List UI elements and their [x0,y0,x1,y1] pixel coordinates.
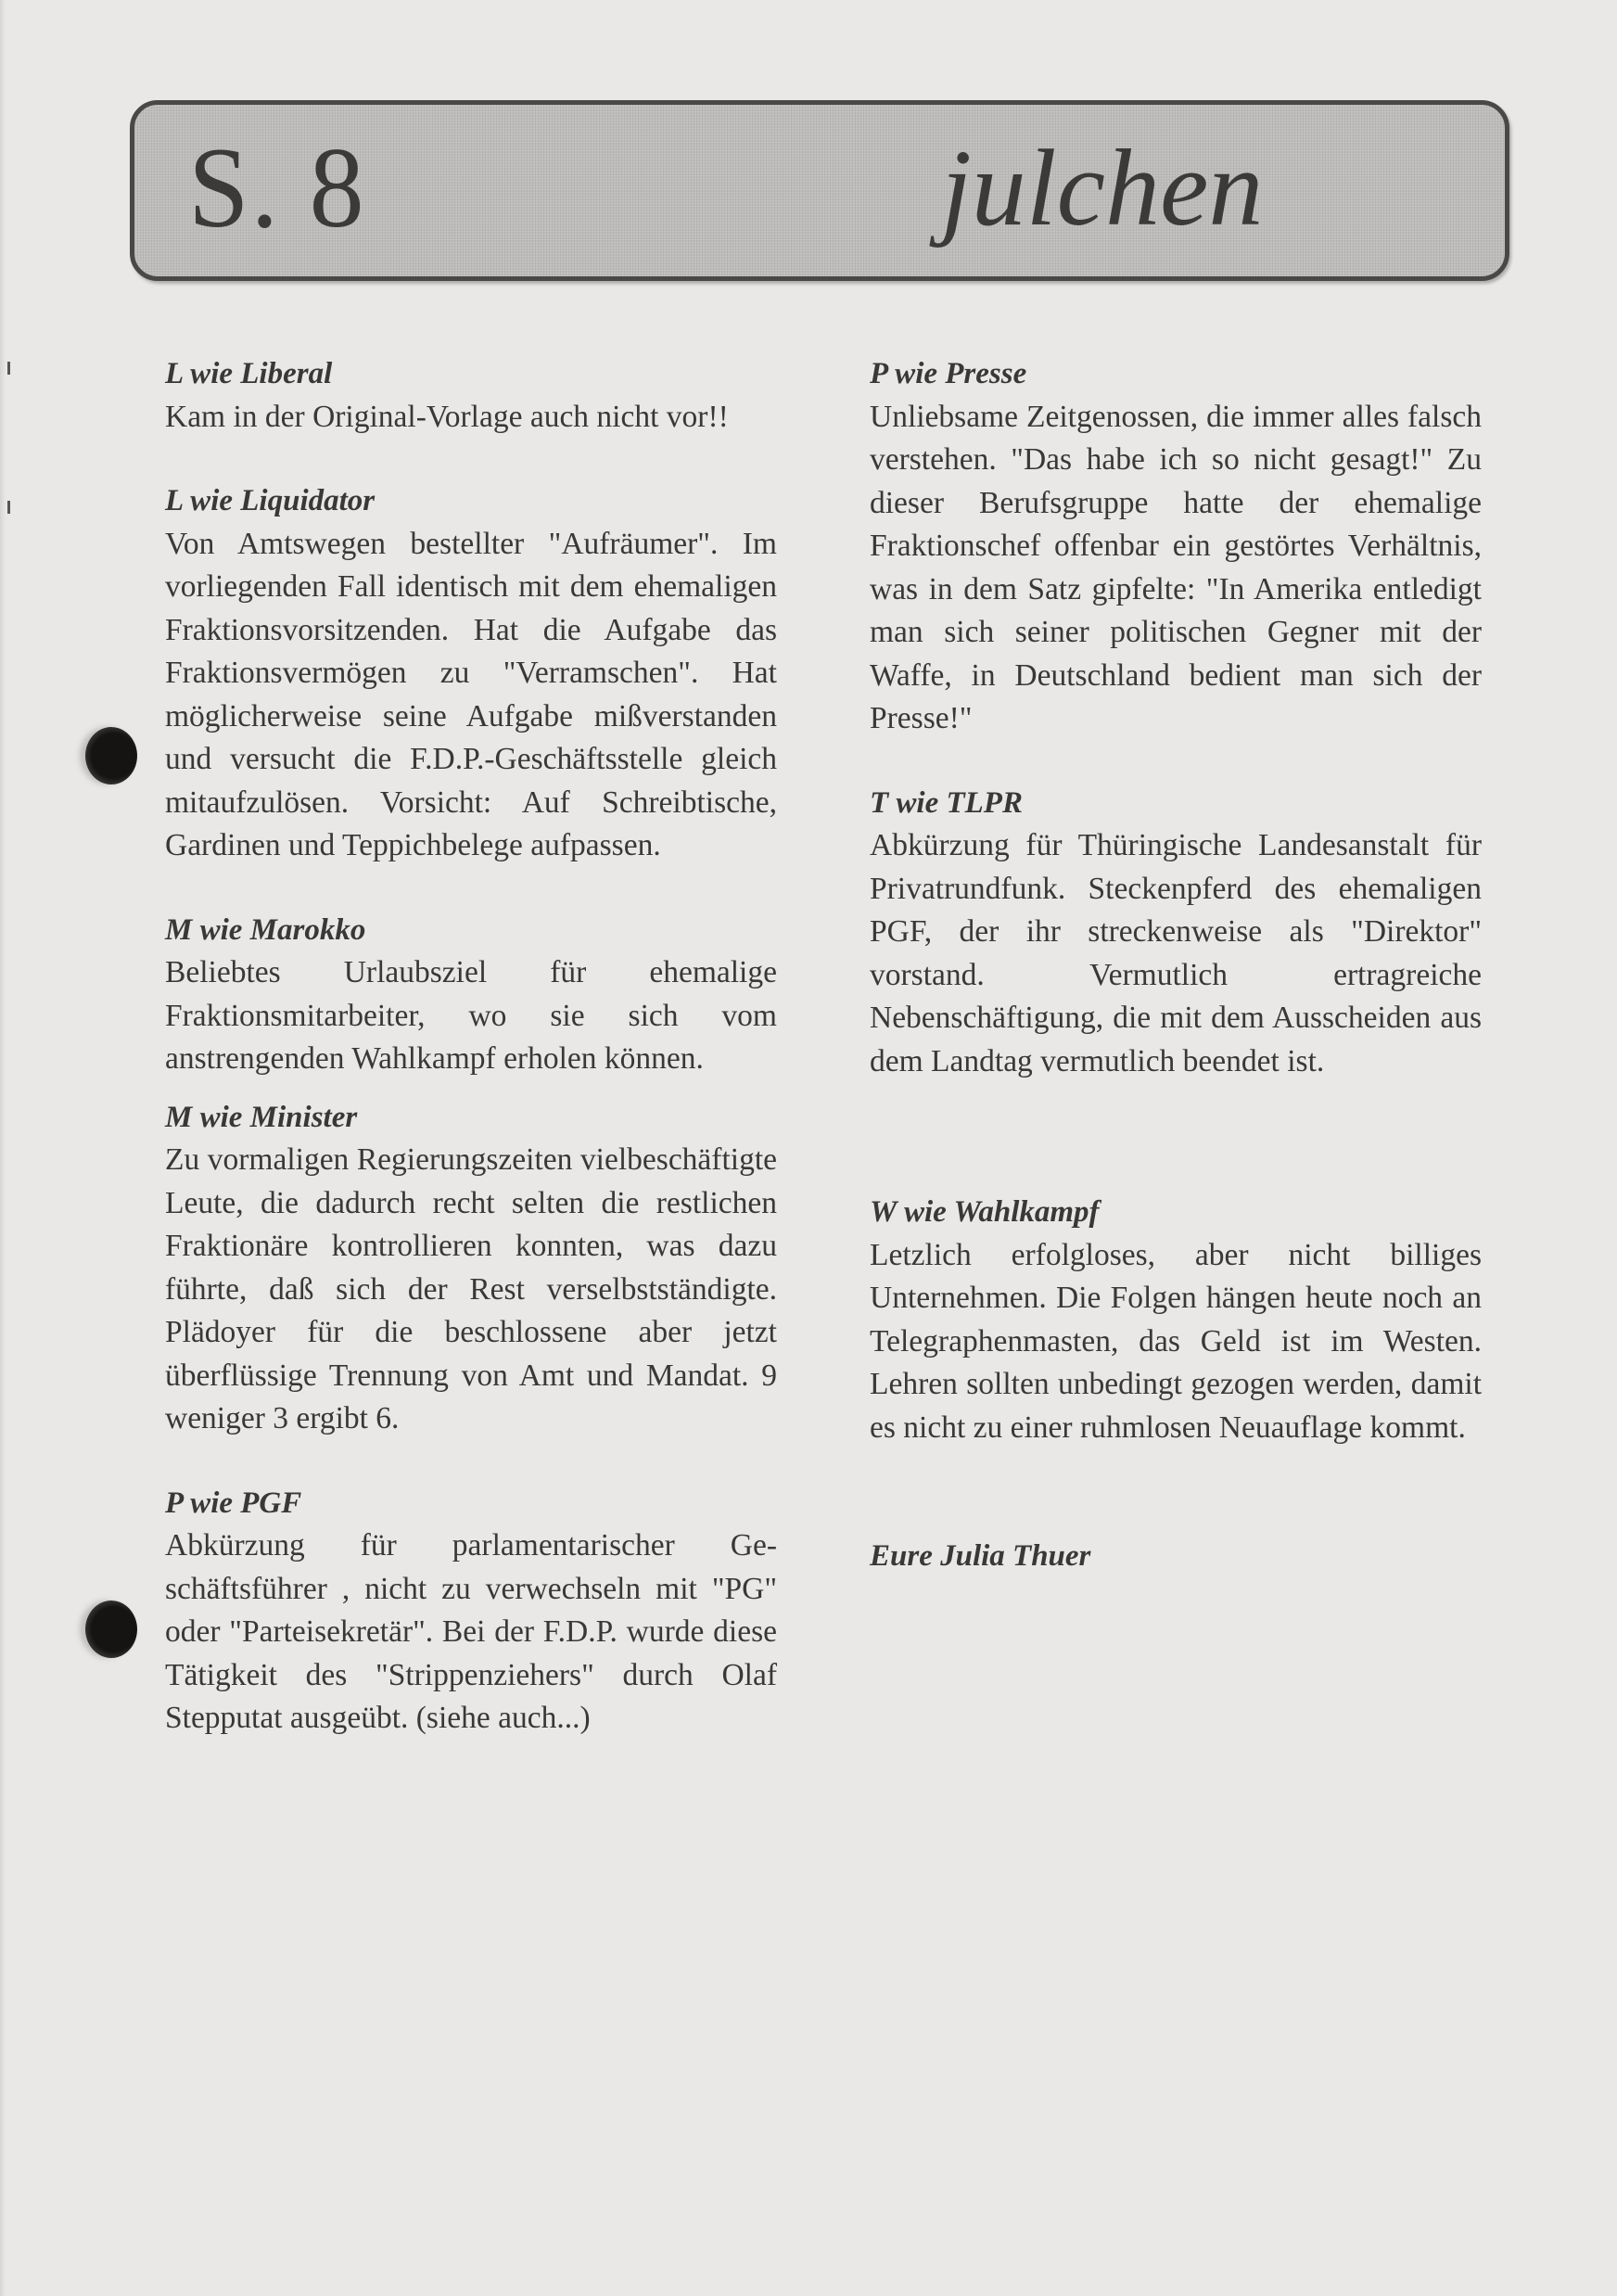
entry-title: L wie Liberal [165,357,333,390]
glossary-entry [870,782,1482,1084]
glossary-entry [870,1191,1482,1449]
entry-title: M wie Marokko [165,912,366,947]
entry-title: P wie PGF [165,1486,302,1520]
entry-title: L wie Liquidator [165,484,376,517]
glossary-entry [165,1482,777,1741]
right-column [870,352,1482,1578]
page-number: S. 8 [188,123,366,252]
punch-hole [85,1601,137,1658]
glossary-entry [165,479,777,868]
glossary-entry [870,352,1482,741]
entry-body: Beliebtes Urlaubsziel für ehemalige Fraktionsmitarbeiter, wo sie sich vom anstrengenden Wahlkampf erholen können. [165,955,777,1076]
entry-title: T wie TLPR [870,785,1023,820]
entry-title: W wie Wahlkampf [870,1195,1100,1229]
author-signature: Eure Julia Thuer [870,1539,1091,1573]
entry-title: M wie Minister [165,1100,358,1134]
entry-body: Abkürzung für parlamentarischer Geschäftsführer , nicht zu verwechseln mit "PG" oder "Parteisekretär". Bei der F.D.P. wurde diese Tätigkeit des "Strippenziehers" durch Olaf Stepputat ausgeübt. (siehe auch...) [165,1528,777,1735]
left-column [165,352,777,1741]
glossary-entry [165,1096,777,1441]
entry-title: P wie Presse [870,357,1027,390]
margin-mark [7,362,10,375]
page-edge [0,0,6,2296]
publication-title: julchen [941,127,1264,249]
entry-body: Letzlich erfolgloses, aber nicht billiges Unternehmen. Die Folgen hängen heute noch an Telegraphenmasten, das Geld ist im Westen. Lehren sollten unbedingt gezogen werden, damit es nicht zu einer ruhmlosen Neuauflage kommt. [870,1237,1482,1445]
entry-body: Zu vormaligen Regierungszeiten vielbeschäftigte Leute, die dadurch recht selten die restlichen Fraktionäre kontrollieren konnten, was dazu führte, daß sich der Rest verselbstständigte. Plädoyer für die beschlossene aber jetzt überflüssige Trennung von Amt und Mandat. 9 weniger 3 ergibt 6. [165,1142,777,1435]
punch-hole [85,727,137,784]
glossary-entry [165,909,777,1081]
entry-body: Unliebsame Zeitgenossen, die immer alles falsch verstehen. "Das habe ich so nicht gesagt!" Zu dieser Berufsgruppe hatte der ehemalige Fraktionschef offenbar ein gestörtes Verhältnis, was in dem Satz gipfelte: "In Amerika entledigt man sich seiner politischen Gegner mit der Waffe, in Deutschland bedient man sich der Presse!" [870,399,1482,735]
entry-body: Abkürzung für Thüringische Landesanstalt für Privatrundfunk. Steckenpferd des ehemaligen PGF, der ihr streckenweise als "Direktor" vorstand. Vermutlich ertragreiche Nebenschäftigung, die mit dem Ausscheiden aus dem Landtag vermutlich beendet ist. [870,828,1482,1078]
margin-mark [7,501,10,514]
page-header-banner [130,100,1509,281]
glossary-entry [165,352,777,439]
entry-body: Von Amtswegen bestellter "Aufräumer". Im vorliegenden Fall identisch mit dem ehemaligen Fraktionsvorsitzenden. Hat die Aufgabe das Fraktionsvermögen zu "Verramschen". Hat möglicherweise seine Aufgabe mißverstanden und versucht die F.D.P.-Geschäftsstelle gleich mitaufzulösen. Vorsicht: Auf Schreibtische, Gardinen und Teppichbelege aufpassen. [165,526,777,862]
entry-body: Kam in der Original-Vorlage auch nicht vor!! [165,399,729,434]
